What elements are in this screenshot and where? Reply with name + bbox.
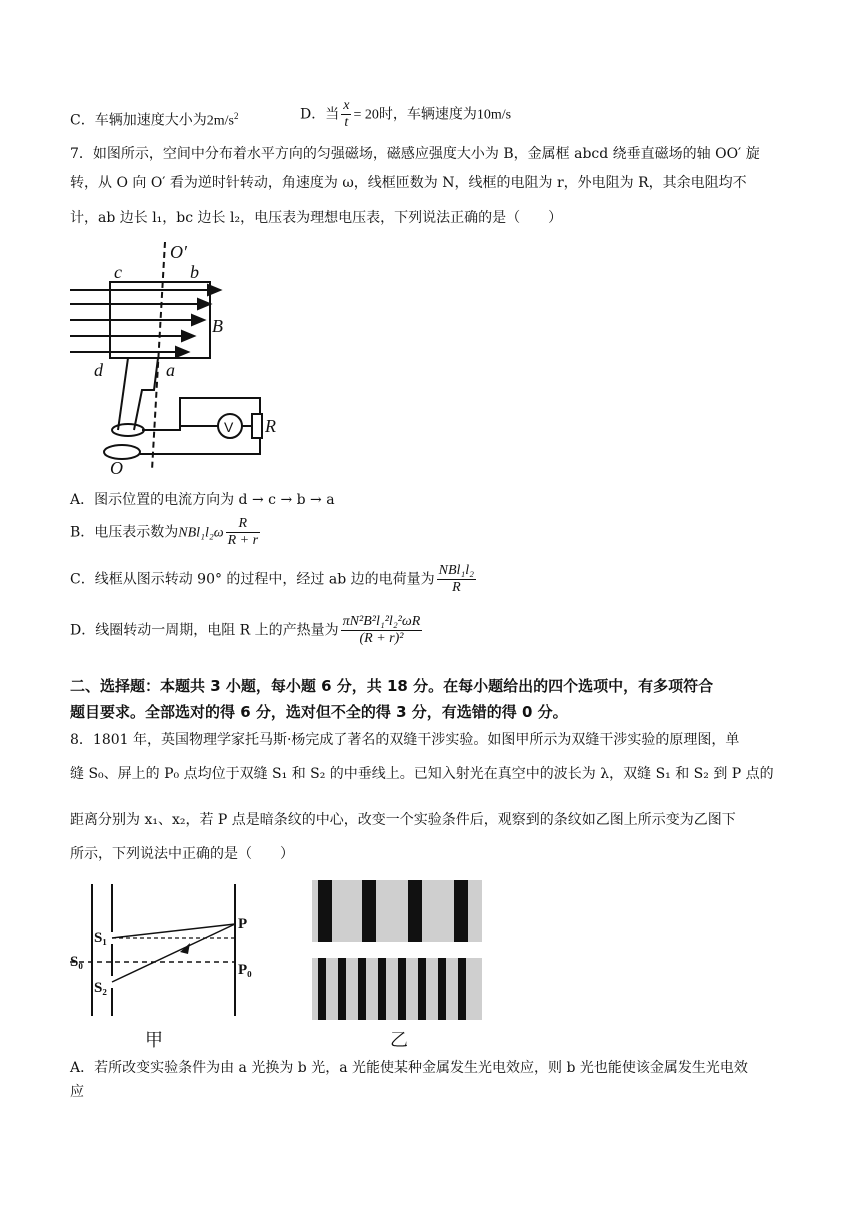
label-jia: 甲 <box>145 1030 163 1051</box>
q7-stem-line3: 计，ab 边长 l₁，bc 边长 l₂，电压表为理想电压表，下列说法正确的是（ ） <box>70 210 563 226</box>
frac-num: x <box>343 98 350 113</box>
frac-den: (R + r)² <box>359 631 404 646</box>
q8-option-a-line1: A．若所改变实验条件为由 a 光换为 b 光，a 光能使某种金属发生光电效应，则 b 光也能使该金属发生光电效 <box>70 1060 748 1076</box>
frac-den: R + r <box>227 533 259 548</box>
q7-stem-line2: 转，从 O 向 O′ 看为逆时针转动，角速度为 ω，线框匝数为 N，线框的电阻为 r，外电阻为 R，其余电阻均不 <box>70 175 747 191</box>
frac-den: t <box>344 115 349 130</box>
q7-option-c-pre: C．线框从图示转动 90° 的过程中，经过 ab 边的电荷量为 <box>70 571 435 588</box>
q7-option-c-fraction <box>437 563 476 596</box>
q7-option-a: A．图示位置的电流方向为 d → c → b → a <box>70 492 335 508</box>
q8-figure-jia-double-slit <box>70 880 270 1052</box>
label-b: b <box>190 262 199 282</box>
label-o: O <box>110 458 123 478</box>
frac-num: NBl₁l₂ <box>438 563 475 578</box>
label-s2: S₂ <box>94 980 107 996</box>
q7-option-d-fraction <box>341 614 423 647</box>
q8-stem-line3: 距离分别为 x₁、x₂，若 P 点是暗条纹的中心，改变一个实验条件后，观察到的条纹如乙图上所示变为乙图下 <box>70 812 736 828</box>
q6-option-d-value: 10m/s <box>476 107 512 123</box>
label-yi: 乙 <box>390 1030 408 1051</box>
q6-option-d-eq: = 20 <box>353 107 379 123</box>
section-2-heading-line2: 题目要求。全部选对的得 6 分，选对但不全的得 3 分，有选错的得 0 分。 <box>70 703 568 721</box>
q8-stem-line4: 所示，下列说法中正确的是（ ） <box>70 846 294 862</box>
q7-stem-line1: 7．如图所示，空间中分布着水平方向的匀强磁场，磁感应强度大小为 B，金属框 abcd 绕垂直磁场的轴 OO′ 旋 <box>70 146 760 162</box>
q8-stem-line1: 8．1801 年，英国物理学家托马斯·杨完成了著名的双缝干涉实验。如图甲所示为双缝干涉实验的原理图，单 <box>70 732 740 748</box>
q6-option-d-pre: D．当 <box>300 106 340 123</box>
q6-option-c-exp: 2 <box>233 111 239 121</box>
label-r: R <box>265 416 276 436</box>
label-p0: P₀ <box>238 962 252 978</box>
q7-option-b <box>70 516 262 549</box>
q7-option-d-pre: D．线圈转动一周期，电阻 R 上的产热量为 <box>70 622 339 639</box>
q6-option-d-post: 时，车辆速度为 <box>378 106 477 123</box>
section-2-heading-line1: 二、选择题：本题共 3 小题，每小题 6 分，共 18 分。在每小题给出的四个选项中，有多项符合 <box>70 677 714 695</box>
q7-option-b-expr: NBl₁l₂ω <box>178 525 224 541</box>
q6-option-d <box>300 98 511 131</box>
q7-option-b-fraction <box>226 516 260 549</box>
label-s1: S₁ <box>94 930 107 946</box>
q7-option-c <box>70 563 478 596</box>
q8-figure-yi-fringes <box>312 880 482 1052</box>
q7-option-b-pre: B．电压表示数为 <box>70 524 179 541</box>
label-p: P <box>238 916 248 932</box>
frac-den: R <box>452 580 461 595</box>
frac-num: R <box>226 516 260 533</box>
q8-option-a-line2: 应 <box>70 1084 84 1100</box>
label-field-b: B <box>212 316 223 336</box>
label-c: c <box>114 262 122 282</box>
label-d: d <box>94 360 103 380</box>
q6-option-c <box>70 106 238 132</box>
label-voltmeter: V <box>224 419 234 435</box>
label-o-prime: O′ <box>170 242 187 262</box>
q6-option-d-fraction <box>341 98 351 131</box>
frac-num: πN²B²l₁²l₂²ωR <box>342 614 421 629</box>
q6-option-c-text: C．车辆加速度大小为 <box>70 112 207 129</box>
q7-option-d <box>70 614 424 647</box>
label-s0: S₀ <box>70 954 83 970</box>
q7-figure-rotating-coil <box>70 240 290 478</box>
label-a: a <box>166 360 175 380</box>
q8-stem-line2: 缝 S₀、屏上的 P₀ 点均位于双缝 S₁ 和 S₂ 的中垂线上。已知入射光在真空中的波长为 λ，双缝 S₁ 和 S₂ 到 P 点的 <box>70 766 774 782</box>
q6-option-c-value: 2m/s <box>206 113 234 129</box>
